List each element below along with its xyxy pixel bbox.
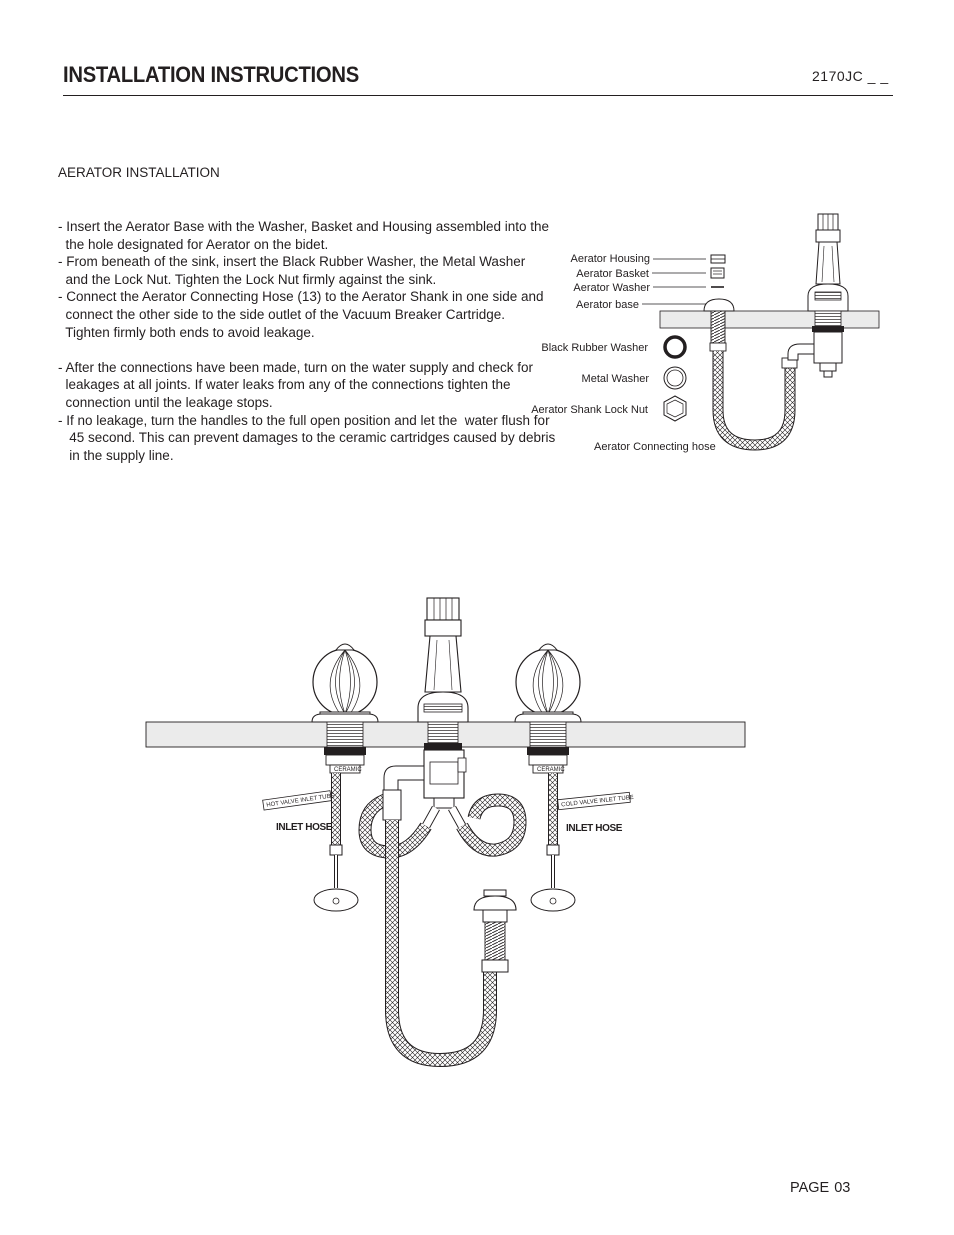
label-aerator-housing: Aerator Housing [570,253,650,265]
instruction-line: - Insert the Aerator Base with the Washer, Basket and Housing assembled into the [58,219,550,234]
svg-text:CERAMIC: CERAMIC [537,767,565,773]
instruction-line: in the supply line. [58,447,174,463]
instruction-line: leakages at all joints. If water leaks from any of the connections tighten the [58,377,511,393]
instruction-line: connect the other side to the side outlet of the Vacuum Breaker Cartridge. [58,306,506,322]
label-black-rubber-washer: Black Rubber Washer [541,342,648,354]
model-number: 2170JC _ _ [812,68,889,84]
page-number-value: 03 [834,1180,851,1196]
page-word: PAGE [790,1180,830,1196]
label-aerator-basket: Aerator Basket [576,268,649,280]
instruction-line: 45 second. This can prevent damages to the ceramic cartridges caused by debris [58,430,556,446]
cold-tube-label: COLD VALVE INLET TUBE [560,794,635,809]
instruction-line: - If no leakage, turn the handles to the full open position and let the water flush for [58,412,550,428]
instruction-line: - From beneath of the sink, insert the Black Rubber Washer, the Metal Washer [58,254,526,270]
instruction-line: Tighten firmly both ends to avoid leakage. [58,324,315,340]
faucet-assembly-diagram [146,598,745,1060]
aerator-diagram [531,214,879,453]
instruction-line: the hole designated for Aerator on the bidet. [58,236,329,252]
label-aerator-base: Aerator base [576,299,639,311]
page-number [790,1180,850,1196]
svg-text:CERAMIC: CERAMIC [334,767,362,773]
label-aerator-washer: Aerator Washer [573,282,650,294]
label-lock-nut: Aerator Shank Lock Nut [531,404,648,416]
section-heading: AERATOR INSTALLATION [58,165,220,180]
page-title: INSTALLATION INSTRUCTIONS [63,62,359,87]
hot-tube-label: HOT VALVE INLET TUBE [266,793,336,809]
rubber-washer-icon [665,337,685,357]
instruction-line: connection until the leakage stops. [58,394,273,410]
label-metal-washer: Metal Washer [581,373,649,385]
cold-handle-icon [515,644,581,722]
inlet-hose-right-label: INLET HOSE [566,823,623,834]
aerator-icon [474,890,516,972]
label-connecting-hose: Aerator Connecting hose [594,441,716,453]
hot-handle-icon [312,644,378,722]
inlet-hose-left-label: INLET HOSE [276,822,333,833]
vacuum-breaker-icon [418,598,468,722]
instruction-line: - Connect the Aerator Connecting Hose (13) to the Aerator Shank in one side and [58,289,544,305]
instruction-line: and the Lock Nut. Tighten the Lock Nut firmly against the sink. [58,271,437,287]
instruction-line: - After the connections have been made, turn on the water supply and check for [58,359,534,375]
